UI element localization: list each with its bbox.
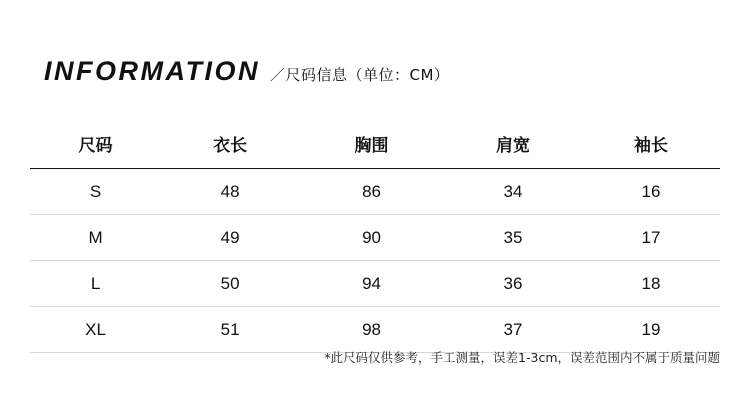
cell-bust: 98 bbox=[362, 319, 381, 339]
column-header-sleeve: 袖长 bbox=[633, 135, 668, 156]
column-header-bust: 胸围 bbox=[354, 135, 389, 156]
cell-sleeve: 18 bbox=[641, 273, 661, 293]
page-title: INFORMATION bbox=[44, 56, 260, 86]
table-header bbox=[30, 122, 720, 169]
table-row bbox=[30, 261, 720, 307]
cell-length: 51 bbox=[220, 319, 240, 339]
cell-shoulder: 34 bbox=[503, 181, 523, 201]
size-table-container bbox=[30, 122, 720, 353]
cell-length: 50 bbox=[220, 273, 240, 293]
cell-length: 48 bbox=[220, 181, 240, 201]
column-header-length: 衣长 bbox=[213, 135, 248, 156]
column-header-size: 尺码 bbox=[78, 135, 113, 156]
page-subtitle: ／尺码信息（单位：CM） bbox=[269, 66, 450, 84]
cell-bust: 94 bbox=[362, 273, 381, 293]
table-row bbox=[30, 215, 720, 261]
table-row bbox=[30, 169, 720, 215]
table-header-row bbox=[30, 122, 720, 169]
size-table bbox=[30, 122, 720, 353]
cell-sleeve: 19 bbox=[641, 319, 661, 339]
cell-size: S bbox=[89, 181, 102, 201]
cell-shoulder: 37 bbox=[503, 319, 523, 339]
measurement-disclaimer: *此尺码仅供参考，手工测量，误差1-3cm，误差范围内不属于质量问题 bbox=[324, 350, 720, 365]
cell-size: XL bbox=[85, 319, 106, 339]
cell-shoulder: 35 bbox=[503, 227, 523, 247]
page-header bbox=[44, 56, 449, 87]
table-row bbox=[30, 307, 720, 353]
column-header-shoulder: 肩宽 bbox=[495, 135, 530, 156]
cell-size: M bbox=[88, 227, 103, 247]
cell-sleeve: 17 bbox=[641, 227, 661, 247]
table-body bbox=[30, 169, 720, 353]
cell-length: 49 bbox=[220, 227, 240, 247]
cell-bust: 90 bbox=[362, 227, 381, 247]
cell-size: L bbox=[90, 273, 101, 293]
cell-sleeve: 16 bbox=[641, 181, 661, 201]
cell-bust: 86 bbox=[362, 181, 381, 201]
cell-shoulder: 36 bbox=[503, 273, 523, 293]
